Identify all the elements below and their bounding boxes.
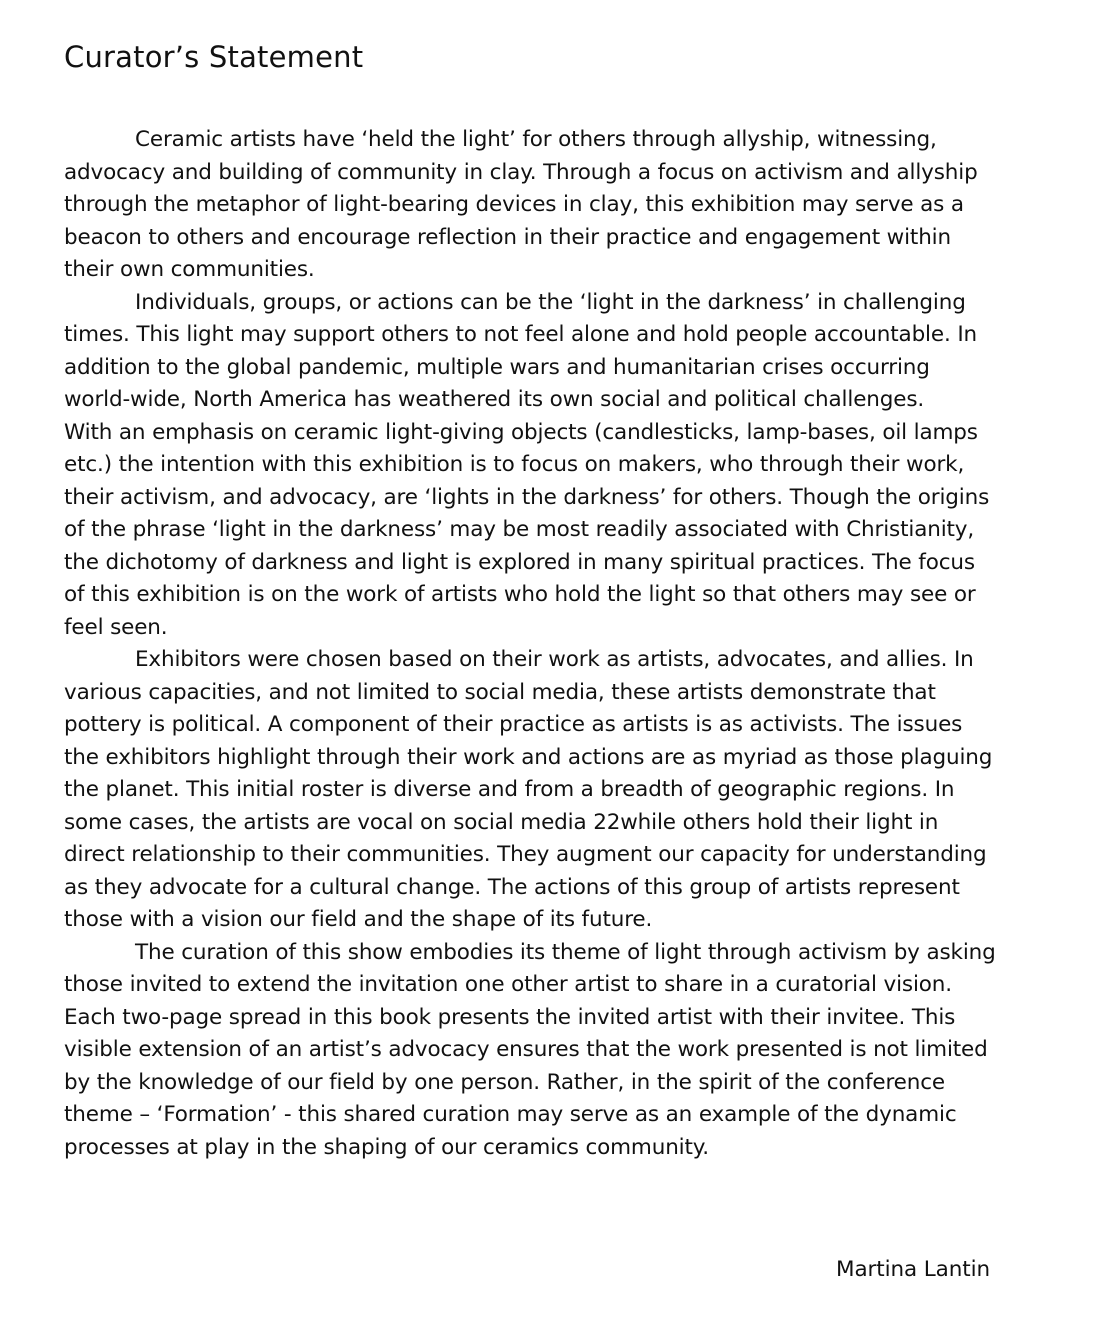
text-line: various capacities, and not limited to social media, these artists demonstrate that [64,679,936,705]
text-line: direct relationship to their communities. They augment our capacity for understanding [64,842,987,867]
paragraph-4 [64,937,1044,1165]
text-line: feel seen. [64,614,168,640]
text-line: as they advocate for a cultural change. The actions of this group of artists represent [64,874,960,900]
text-line: With an emphasis on ceramic light-giving objects (candlesticks, lamp-bases, oil lamps [64,419,978,445]
text-line: Individuals, groups, or actions can be the ‘light in the darkness’ in challenging [135,289,966,315]
text-line: Ceramic artists have ‘held the light’ for others through allyship, witnessing, [135,127,937,152]
text-line: processes at play in the shaping of our ceramics community. [64,1134,709,1160]
text-line: pottery is political. A component of their practice as artists is as activists. The issues [64,712,963,737]
paragraph-3 [64,644,1044,937]
text-line: the exhibitors highlight through their work and actions are as myriad as those plaguing [64,744,993,770]
text-line: advocacy and building of community in clay. Through a focus on activism and allyship [64,159,978,185]
text-line: those invited to extend the invitation one other artist to share in a curatorial vision. [64,972,952,997]
text-line: by the knowledge of our field by one person. Rather, in the spirit of the conference [64,1069,945,1095]
text-line: some cases, the artists are vocal on social media 22while others hold their light in [64,809,939,835]
text-line: of this exhibition is on the work of artists who hold the light so that others may see or [64,582,976,607]
text-line: world-wide, North America has weathered its own social and political challenges. [64,387,925,412]
text-line: those with a vision our field and the shape of its future. [64,907,653,932]
paragraph-2 [64,287,1044,645]
page-title: Curator’s Statement [64,40,364,74]
text-line: addition to the global pandemic, multiple wars and humanitarian crises occurring [64,354,930,380]
text-line: visible extension of an artist’s advocacy ensures that the work presented is not limited [64,1037,988,1062]
text-line: beacon to others and encourage reflection in their practice and engagement within [64,224,951,250]
paragraph-1 [64,124,1044,287]
text-line: their activism, and advocacy, are ‘lights in the darkness’ for others. Though the origins [64,484,990,510]
author-signature: Martina Lantin [836,1257,991,1282]
statement-body [64,124,1044,1164]
text-line: Each two-page spread in this book presents the invited artist with their invitee. This [64,1004,956,1030]
text-line: theme – ‘Formation’ - this shared curation may serve as an example of the dynamic [64,1102,957,1127]
text-line: the planet. This initial roster is diverse and from a breadth of geographic regions. In [64,777,955,802]
text-line: The curation of this show embodies its theme of light through activism by asking [135,939,996,965]
text-line: times. This light may support others to not feel alone and hold people accountable. In [64,322,977,347]
text-line: their own communities. [64,257,315,282]
text-line: through the metaphor of light-bearing devices in clay, this exhibition may serve as a [64,192,964,217]
text-line: the dichotomy of darkness and light is explored in many spiritual practices. The focus [64,549,975,575]
text-line: of the phrase ‘light in the darkness’ may be most readily associated with Christianity, [64,517,975,542]
text-line: etc.) the intention with this exhibition is to focus on makers, who through their work, [64,452,965,477]
text-line: Exhibitors were chosen based on their work as artists, advocates, and allies. In [135,647,974,672]
